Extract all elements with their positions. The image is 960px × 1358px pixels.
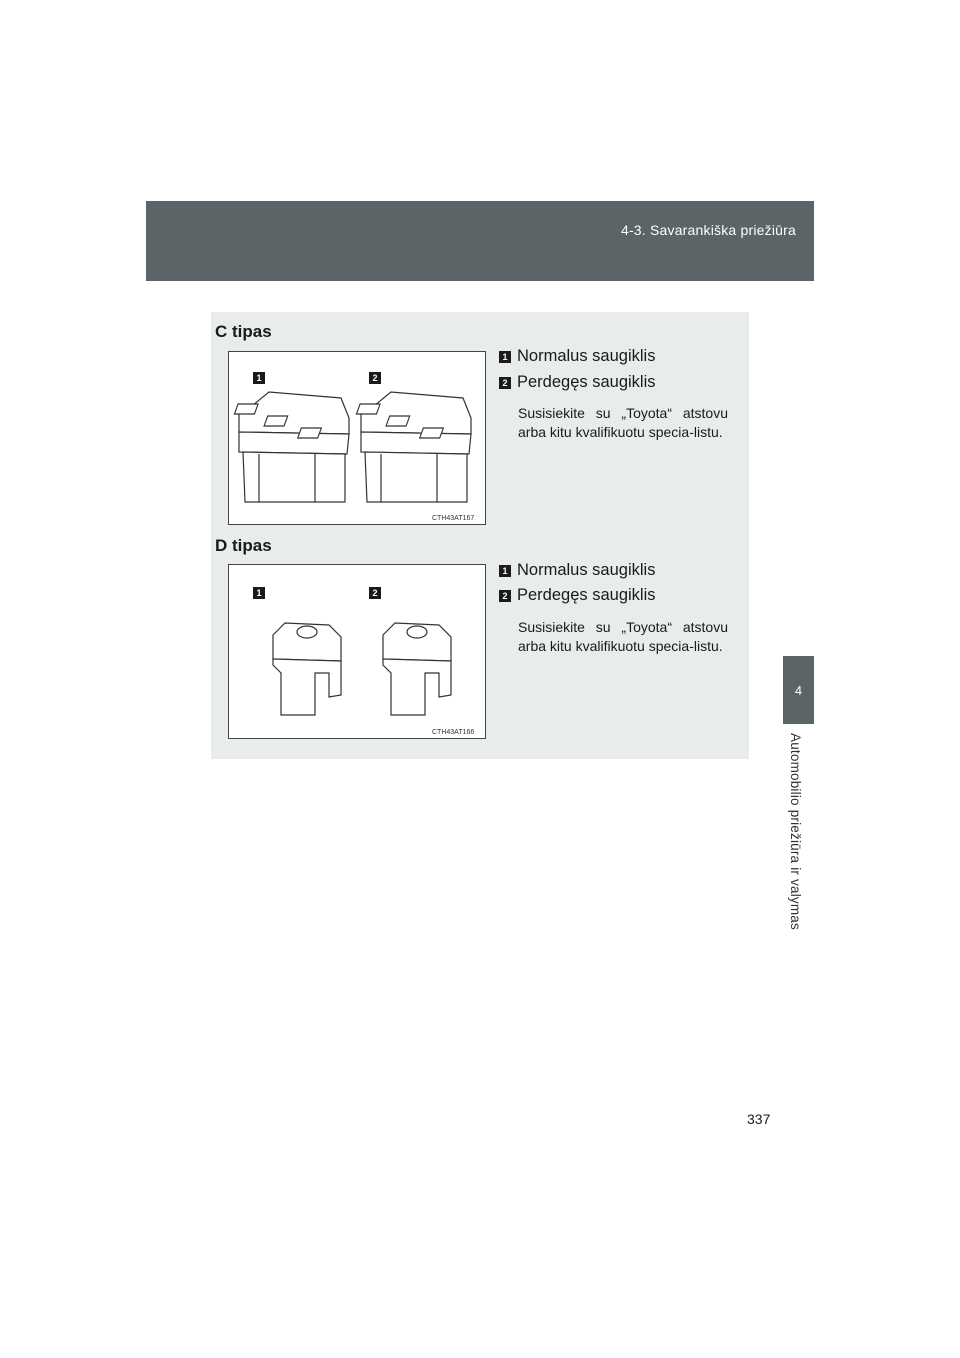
chapter-tab bbox=[783, 656, 814, 724]
normal-fuse-c-icon bbox=[234, 392, 349, 502]
svg-text:2: 2 bbox=[372, 373, 378, 383]
legend-label: Perdegęs saugiklis bbox=[517, 373, 656, 391]
fuse-type-d-illustration bbox=[228, 564, 486, 739]
legend-number: 1 bbox=[499, 351, 511, 363]
fuse-type-c-illustration bbox=[228, 351, 486, 525]
legend-label: Normalus saugiklis bbox=[517, 347, 656, 365]
blown-fuse-c-icon bbox=[356, 392, 471, 502]
section-heading-d: D tipas bbox=[215, 536, 272, 555]
page-number: 337 bbox=[747, 1111, 771, 1127]
image-code-c: CTH43AT167 bbox=[432, 515, 475, 522]
chapter-tab-number: 4 bbox=[794, 682, 803, 698]
image-code-d: CTH43AT166 bbox=[432, 729, 475, 736]
legend-item-c-1 bbox=[499, 347, 655, 366]
note-d: Susisiekite su „Toyota“ atstovu arba kitu kvalifikuotu specia-listu. bbox=[518, 619, 728, 654]
note-c: Susisiekite su „Toyota“ atstovu arba kitu kvalifikuotu specia-listu. bbox=[518, 405, 728, 440]
blown-fuse-d-icon bbox=[383, 623, 451, 715]
legend-label: Perdegęs saugiklis bbox=[517, 586, 656, 604]
legend-number: 2 bbox=[499, 377, 511, 389]
normal-fuse-d-icon bbox=[273, 623, 341, 715]
svg-text:1: 1 bbox=[256, 588, 262, 598]
legend-label: Normalus saugiklis bbox=[517, 561, 656, 579]
section-title: 4-3. Savarankiška priežiūra bbox=[620, 222, 796, 238]
chapter-header bbox=[146, 201, 814, 281]
svg-text:2: 2 bbox=[372, 588, 378, 598]
legend-item-c-2 bbox=[499, 373, 656, 392]
legend-item-d-1 bbox=[499, 561, 655, 580]
legend-number: 2 bbox=[499, 590, 511, 602]
svg-text:1: 1 bbox=[256, 373, 262, 383]
legend-item-d-2 bbox=[499, 586, 656, 605]
chapter-side-title: Automobilio priežiūra ir valymas bbox=[788, 733, 803, 930]
section-heading-c: C tipas bbox=[215, 322, 272, 341]
legend-number: 1 bbox=[499, 565, 511, 577]
